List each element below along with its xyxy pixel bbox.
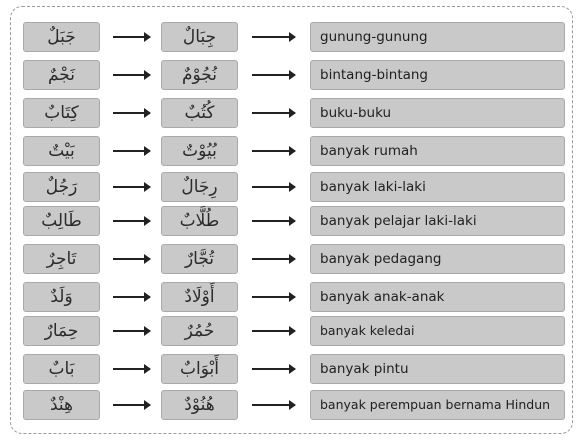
singular-box bbox=[23, 60, 100, 90]
singular-word: حِمَارٌ bbox=[44, 321, 79, 341]
translation-text: gunung-gunung bbox=[320, 29, 428, 45]
translation-text: banyak pelajar laki-laki bbox=[320, 213, 477, 229]
word-row bbox=[0, 390, 585, 422]
arrow-icon bbox=[252, 220, 295, 222]
singular-box bbox=[23, 390, 100, 420]
plural-word: بُيُوْتٌ bbox=[182, 141, 217, 161]
arrow-icon bbox=[252, 258, 295, 260]
translation-text: banyak perempuan bernama Hindun bbox=[320, 397, 551, 412]
singular-word: بَيْتٌ bbox=[48, 141, 75, 161]
translation-box bbox=[310, 60, 565, 90]
translation-box bbox=[310, 22, 565, 52]
word-row bbox=[0, 98, 585, 130]
arrow-icon bbox=[252, 36, 295, 38]
word-row bbox=[0, 22, 585, 54]
arrow-icon bbox=[252, 330, 295, 332]
translation-text: banyak keledai bbox=[320, 323, 415, 338]
arrow-icon bbox=[252, 74, 295, 76]
arrow-icon bbox=[113, 74, 150, 76]
singular-word: تَاجِرٌ bbox=[46, 249, 77, 269]
arrow-icon bbox=[113, 36, 150, 38]
translation-text: bintang-bintang bbox=[320, 67, 429, 83]
arrow-icon bbox=[252, 186, 295, 188]
plural-box bbox=[161, 390, 238, 420]
word-row bbox=[0, 60, 585, 92]
word-row bbox=[0, 172, 585, 204]
arrow-icon bbox=[252, 112, 295, 114]
translation-box bbox=[310, 172, 565, 202]
singular-word: جَبَلٌ bbox=[47, 27, 76, 47]
arrow-icon bbox=[252, 368, 295, 370]
singular-word: رَجُلٌ bbox=[45, 177, 78, 197]
arrow-icon bbox=[113, 368, 150, 370]
arrow-icon bbox=[113, 220, 150, 222]
singular-box bbox=[23, 316, 100, 346]
singular-box bbox=[23, 98, 100, 128]
translation-text: banyak laki-laki bbox=[320, 179, 426, 195]
translation-box bbox=[310, 390, 565, 420]
translation-text: banyak pintu bbox=[320, 361, 409, 377]
arrow-icon bbox=[113, 150, 150, 152]
plural-word: هُنُوْدٌ bbox=[184, 395, 215, 415]
plural-box bbox=[161, 172, 238, 202]
arrow-icon bbox=[252, 296, 295, 298]
translation-text: banyak anak-anak bbox=[320, 289, 445, 305]
word-row bbox=[0, 316, 585, 348]
translation-box bbox=[310, 206, 565, 236]
arrow-icon bbox=[113, 112, 150, 114]
plural-box bbox=[161, 60, 238, 90]
singular-box bbox=[23, 22, 100, 52]
arrow-icon bbox=[113, 186, 150, 188]
plural-word: كُتُبٌ bbox=[184, 103, 215, 123]
arrow-icon bbox=[252, 150, 295, 152]
translation-text: banyak rumah bbox=[320, 143, 418, 159]
arrow-icon bbox=[113, 330, 150, 332]
plural-word: أَبْوَابٌ bbox=[180, 359, 219, 379]
singular-box bbox=[23, 172, 100, 202]
plural-word: نُجُوْمٌ bbox=[181, 65, 217, 85]
plural-box bbox=[161, 22, 238, 52]
plural-box bbox=[161, 354, 238, 384]
plural-word: جِبَالٌ bbox=[182, 27, 217, 47]
arrow-icon bbox=[113, 296, 150, 298]
singular-word: كِتَابٌ bbox=[44, 103, 79, 123]
word-row bbox=[0, 282, 585, 314]
singular-word: هِنْدٌ bbox=[49, 395, 74, 415]
translation-text: buku-buku bbox=[320, 105, 392, 121]
singular-box bbox=[23, 282, 100, 312]
plural-box bbox=[161, 282, 238, 312]
plural-word: حُمُرٌ bbox=[184, 321, 215, 341]
plural-word: طُلَّابٌ bbox=[179, 211, 220, 231]
singular-box bbox=[23, 206, 100, 236]
singular-word: وَلَدٌ bbox=[50, 287, 73, 307]
translation-box bbox=[310, 282, 565, 312]
plural-word: رِجَالٌ bbox=[181, 177, 218, 197]
translation-box bbox=[310, 354, 565, 384]
plural-box bbox=[161, 244, 238, 274]
plural-box bbox=[161, 98, 238, 128]
translation-text: banyak pedagang bbox=[320, 251, 442, 267]
singular-box bbox=[23, 354, 100, 384]
translation-box bbox=[310, 136, 565, 166]
word-row bbox=[0, 354, 585, 386]
plural-box bbox=[161, 316, 238, 346]
plural-box bbox=[161, 136, 238, 166]
arrow-icon bbox=[113, 404, 150, 406]
translation-box bbox=[310, 244, 565, 274]
plural-word: أَوْلَادٌ bbox=[184, 287, 215, 307]
word-row bbox=[0, 206, 585, 238]
arrow-icon bbox=[113, 258, 150, 260]
singular-box bbox=[23, 136, 100, 166]
arrow-icon bbox=[252, 404, 295, 406]
word-row bbox=[0, 136, 585, 168]
translation-box bbox=[310, 98, 565, 128]
translation-box bbox=[310, 316, 565, 346]
singular-word: طَالِبٌ bbox=[41, 211, 82, 231]
word-row bbox=[0, 244, 585, 276]
singular-word: نَجْمٌ bbox=[47, 65, 76, 85]
plural-box bbox=[161, 206, 238, 236]
singular-word: بَابٌ bbox=[48, 359, 75, 379]
plural-word: تُجَّارٌ bbox=[184, 249, 215, 269]
singular-box bbox=[23, 244, 100, 274]
